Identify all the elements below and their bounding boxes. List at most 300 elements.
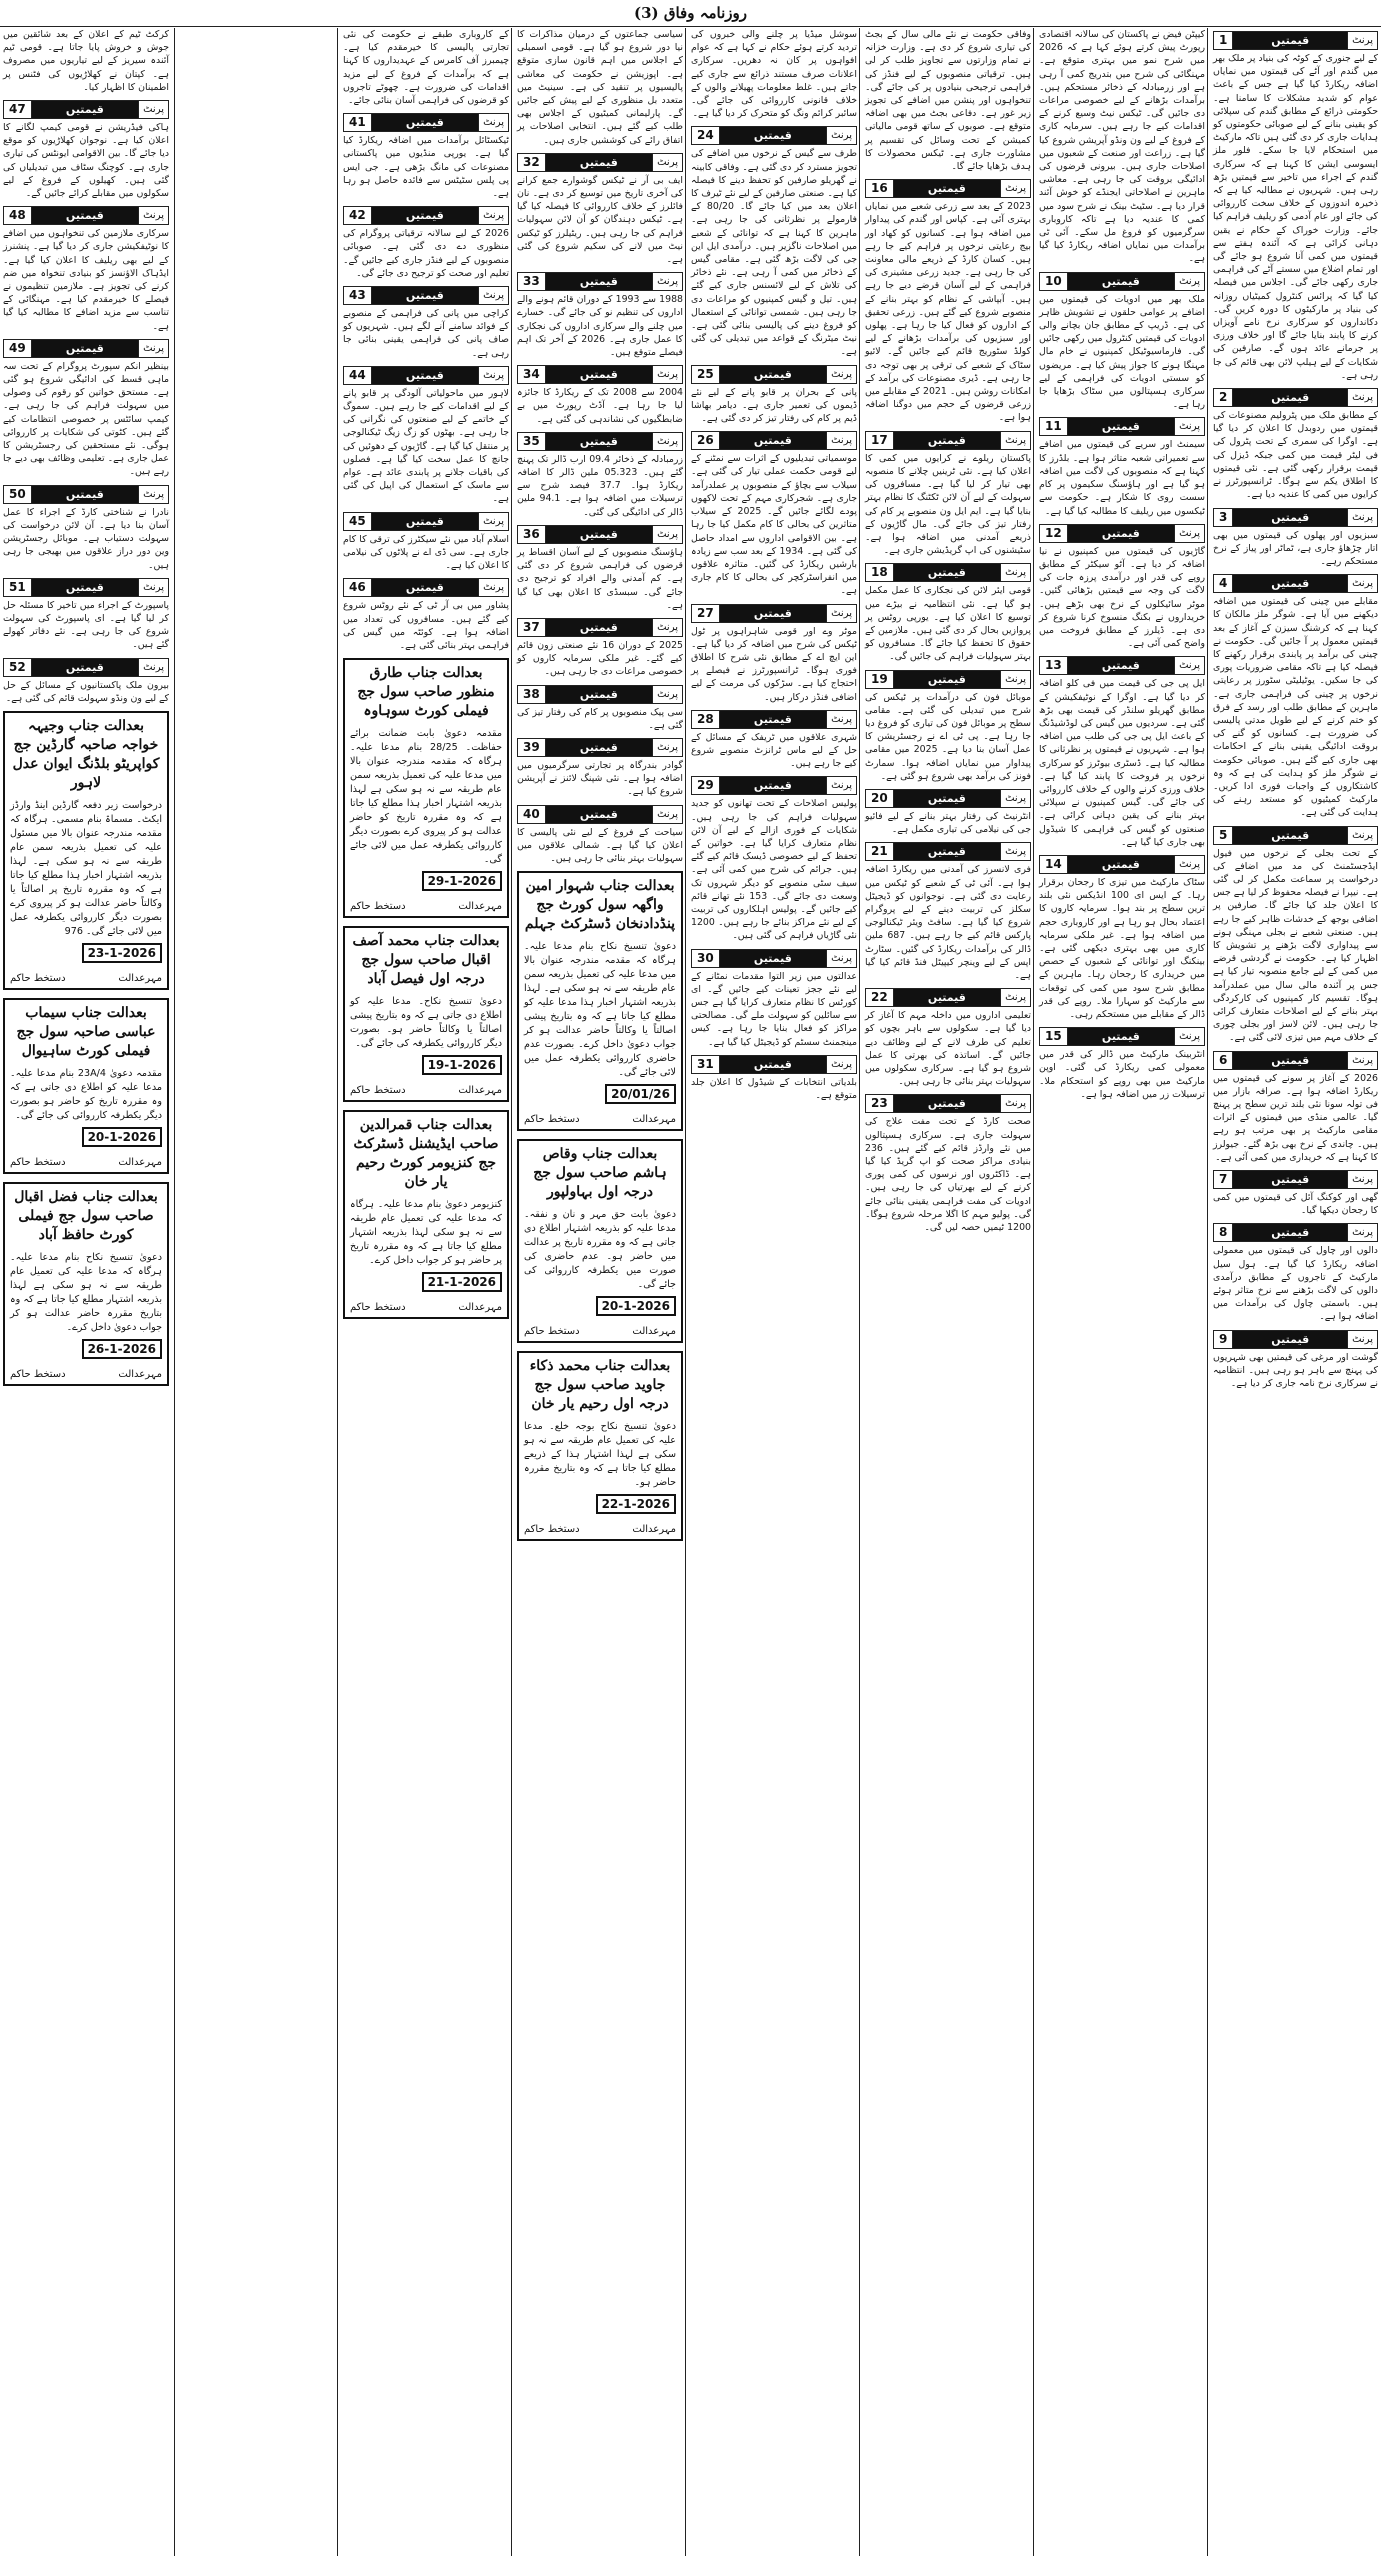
news-item-header [1039, 1027, 1205, 1046]
news-item-body: طرف سے گیس کے نرخوں میں اضافے کی تجویز مسترد کر دی گئی ہے۔ وفاقی کابینہ نے گھریلو صارفین کو تحفظ دینے کا فیصلہ کیا ہے۔ صنعتی صارفین کے لیے نئے ٹیرف کا اعلان بعد میں کیا جائے گا۔ 80/20 کے فارمولے پر نظرثانی کی جا رہی ہے۔ ماہرین کا کہنا ہے کہ توانائی کے شعبے میں اصلاحات ناگزیر ہیں۔ درآمدی ایل این جی کی لاگت بڑھ گئی ہے۔ مقامی گیس کے ذخائر میں کمی آ رہی ہے۔ نئے ذخائر کی تلاش کے لیے لائسنس جاری کیے گئے ہیں۔ تیل و گیس کمپنیوں کو مراعات دی جا رہی ہیں۔ شمسی توانائی کے استعمال کو فروغ دینے کی پالیسی بنائی گئی ہے۔ نیٹ میٹرنگ کے قواعد میں تبدیلی کی گئی ہے۔ [691, 148, 857, 358]
news-item-tag: پرنٹ [826, 950, 856, 967]
news-column-6 [340, 28, 512, 2556]
news-column-7 [0, 28, 172, 2556]
news-item-body: کے تحت بجلی کے نرخوں میں فیول ایڈجسٹمنٹ کی مد میں اضافے کی درخواست پر سماعت مکمل کر لی گئی ہے۔ نیپرا نے فیصلہ محفوظ کر لیا ہے جس کا اعلان جلد کیا جائے گا۔ صارفین پر اضافی بوجھ کے خدشات ظاہر کیے جا رہے ہیں۔ صنعتی شعبے نے بجلی مہنگی ہونے سے پیداواری لاگت بڑھنے پر تشویش کا اظہار کیا ہے۔ حکومت نے گردشی قرضے میں کمی کے لیے جامع منصوبہ تیار کیا ہے جس پر آئندہ مالی سال میں عملدرآمد ہوگا۔ تقسیم کار کمپنیوں کی کارکردگی بہتر بنانے کے لیے اصلاحات متعارف کرائی جا رہی ہیں۔ لائن لاسز اور بجلی چوری کے خلاف مہم میں تیزی لائی گئی ہے۔ [1213, 847, 1378, 1044]
court-notice [343, 1110, 509, 1319]
court-seal-label: مہرعدالت [458, 1302, 502, 1314]
news-item-label: قیمتیں [1233, 1171, 1347, 1188]
court-notice-heading: بعدالت جناب سیماب عباسی صاحبہ سول جج فیملی کورٹ ساہیوال [16, 1004, 156, 1059]
news-item-tag: پرنٹ [1174, 856, 1204, 873]
news-item [1213, 31, 1378, 382]
news-item-body: سوشل میڈیا پر چلنے والی خبروں کی تردید کرتے ہوئے حکام نے کہا ہے کہ عوام افواہوں پر کان نہ دھریں۔ سرکاری اعلانات صرف مستند ذرائع سے جاری کیے جاتے ہیں۔ غلط معلومات پھیلانے والوں کے خلاف قانونی کارروائی کی جائے گی۔ سائبر کرائم ونگ کو متحرک کر دیا گیا ہے۔ [691, 29, 857, 120]
masthead-rule [0, 26, 1381, 27]
news-item-header [865, 670, 1031, 689]
news-item-body: قومی ایئر لائن کی نجکاری کا عمل مکمل ہو گیا ہے۔ نئی انتظامیہ نے بیڑے میں توسیع کا اعلان کیا ہے۔ یورپی روٹس پر پروازیں بحال کر دی گئی ہیں۔ ملازمین کے حقوق کا تحفظ کیا جائے گا۔ مسافروں کو بہتر سہولیات فراہم کی جائیں گی۔ [865, 585, 1031, 663]
news-item-tag: پرنٹ [652, 526, 682, 543]
column-rule [1207, 28, 1208, 2556]
news-item-tag: پرنٹ [826, 432, 856, 449]
news-item-body: کیپٹن فیض نے پاکستان کی سالانہ اقتصادی رپورٹ پیش کرتے ہوئے کہا ہے کہ 2026 میں شرح نمو میں بہتری متوقع ہے۔ مہنگائی کی شرح میں بتدریج کمی آ رہی ہے اور زرمبادلہ کے ذخائر مستحکم ہیں۔ برآمدات بڑھانے کے لیے خصوصی مراعات دی جائیں گی۔ ٹیکس نیٹ وسیع کرنے کے اقدامات کیے جا رہے ہیں۔ سرمایہ کاری کے فروغ کے لیے ون ونڈو آپریشن شروع کیا گیا ہے۔ زراعت اور صنعت کے شعبوں میں اصلاحات جاری ہیں۔ بیرونی قرضوں کی ادائیگی بروقت کی جا رہی ہے۔ معاشی ماہرین نے اصلاحاتی ایجنڈے کو خوش آئند قرار دیا ہے۔ سٹیٹ بینک نے شرح سود میں کمی کا عندیہ دیا ہے تاکہ کاروباری سرگرمیوں کو فروغ مل سکے۔ آئی ٹی برآمدات میں نمایاں اضافہ ریکارڈ کیا گیا ہے۔ [1039, 29, 1205, 265]
news-item [691, 710, 857, 771]
news-item-number: 51 [4, 579, 32, 596]
news-item-tag: پرنٹ [478, 367, 508, 384]
news-item-tag: پرنٹ [138, 486, 168, 503]
news-item-number: 45 [344, 513, 372, 530]
news-item [1213, 1051, 1378, 1164]
news-item-header [517, 365, 683, 384]
news-item [343, 113, 509, 200]
news-item-label: قیمتیں [720, 711, 826, 728]
news-item-header [3, 339, 169, 358]
news-item-header [343, 286, 509, 305]
news-item-number: 1 [1214, 32, 1233, 49]
news-item-number: 24 [692, 127, 720, 144]
news-item-number: 12 [1040, 525, 1068, 542]
news-item [517, 685, 683, 732]
news-item-tag: پرنٹ [478, 513, 508, 530]
news-item-label: قیمتیں [720, 432, 826, 449]
news-item-number: 14 [1040, 856, 1068, 873]
news-item-label: قیمتیں [1068, 273, 1174, 290]
news-item [1213, 388, 1378, 501]
news-item-body: گاڑیوں کی قیمتوں میں کمپنیوں نے نیا اضافہ کر دیا ہے۔ آٹو سیکٹر کے مطابق روپے کی قدر اور درآمدی پرزہ جات کی لاگت کی وجہ سے قیمتیں بڑھائی گئیں۔ موٹر سائیکلوں کے نرخ بھی بڑھے ہیں۔ خریداروں نے بکنگ منسوخ کرنا شروع کر دی ہے۔ ڈیلرز کے مطابق فروخت میں واضح کمی آئی ہے۔ [1039, 545, 1205, 650]
news-item [517, 153, 683, 266]
column-rule [1033, 28, 1034, 2556]
court-notice [517, 1139, 683, 1343]
news-item-body: 2004 سے 2008 تک کے ریکارڈ کا جائزہ لیا جا رہا ہے۔ آڈٹ رپورٹ میں بے ضابطگیوں کی نشاندہی کی گئی ہے۔ [517, 387, 683, 425]
news-item-tag: پرنٹ [826, 711, 856, 728]
news-item-label: قیمتیں [894, 843, 1000, 860]
news-item-number: 8 [1214, 1224, 1233, 1241]
news-item-number: 2 [1214, 389, 1233, 406]
court-notice-text: درخواست زیر دفعہ گارڈین اینڈ وارڈز ایکٹ۔ مسماۃ بنام مسمی۔ ہرگاہ کہ مقدمہ مندرجہ عنوان بالا میں مسئول علیہ کی تعمیل بذریعہ سمن عام طریقہ سے نہ ہو سکی ہے۔ لہذا بذریعہ اشتہار اخبار ہذا مطلع کیا جاتا ہے کہ وہ مقررہ تاریخ پر اصالتاً یا وکالتاً حاضر عدالت ہو کر پیروی کرے بصورت دیگر کارروائی یکطرفہ عمل میں لائی جائے گی۔ 976 [10, 799, 162, 937]
news-item-body: بلدیاتی انتخابات کے شیڈول کا اعلان جلد متوقع ہے۔ [691, 1076, 857, 1101]
news-item-header [865, 563, 1031, 582]
news-item-number: 39 [518, 739, 546, 756]
news-item-header [865, 789, 1031, 808]
news-item [517, 738, 683, 799]
news-item-number: 7 [1214, 1171, 1233, 1188]
court-notice-heading: بعدالت جناب شہوار امین واگھہ سول کورٹ جج پنڈدادنخان ڈسٹرکٹ جہلم [524, 878, 676, 933]
news-item-tag: پرنٹ [652, 154, 682, 171]
court-notice-text: مقدمہ دعویٰ بابت ضمانت برائے حفاظت۔ 28/25 بنام مدعا علیہ۔ ہرگاہ کہ مقدمہ مندرجہ عنوان بالا میں مدعا علیہ کی تعمیل بذریعہ سمن عام طریقہ سے نہ ہو سکی ہے لہذا بذریعہ اشتہار اخبار ہذا مطلع کیا جاتا ہے کہ وہ مقررہ تاریخ کو حاضر عدالت ہو کر پیروی کرے بصورت دیگر کارروائی یکطرفہ عمل میں لائی جائے گی۔ [350, 728, 503, 866]
court-seal-label: مہرعدالت [118, 1156, 162, 1168]
court-notice-date: 19-1-2026 [422, 1055, 502, 1075]
news-item [343, 578, 509, 652]
news-item-body: گوشت اور مرغی کی قیمتیں بھی شہریوں کی پہنچ سے باہر ہو رہی ہیں۔ انتظامیہ نے سرکاری نرخ نامہ جاری کر دیا ہے۔ [1213, 1351, 1378, 1390]
court-seal-label: مہرعدالت [458, 901, 502, 913]
news-item-label: قیمتیں [546, 686, 652, 703]
news-item-tag: پرنٹ [1174, 657, 1204, 674]
court-notice-signature [350, 1085, 502, 1096]
news-item-number: 33 [518, 273, 546, 290]
news-item-header [1213, 388, 1378, 407]
news-item-tag: پرنٹ [1347, 575, 1377, 592]
court-notice-date: 22-1-2026 [596, 1494, 676, 1514]
news-item-header [3, 206, 169, 225]
news-item-label: قیمتیں [894, 180, 1000, 197]
news-item-header [691, 776, 857, 795]
news-item-tag: پرنٹ [478, 579, 508, 596]
news-item [3, 485, 169, 572]
news-item-number: 20 [866, 790, 894, 807]
news-item-body: نادرا نے شناختی کارڈ کے اجراء کا عمل آسان بنا دیا ہے۔ آن لائن درخواست کی سہولت دستیاب ہے۔ موبائل رجسٹریشن وین دور دراز علاقوں میں بھیجی جا رہی ہیں۔ [3, 506, 169, 571]
news-item-number: 49 [4, 340, 32, 357]
news-item-body: 2025 کے دوران 16 نئے صنعتی زون قائم کیے گئے۔ غیر ملکی سرمایہ کاروں کو خصوصی مراعات دی جا رہی ہیں۔ [517, 639, 683, 678]
news-item-body: سٹاک مارکیٹ میں تیزی کا رجحان برقرار رہا۔ کے ایس ای 100 انڈیکس نئی بلند ترین سطح پر بند ہوا۔ سرمایہ کاروں کا اعتماد بحال ہو رہا ہے اور کاروباری حجم میں اضافہ ہوا ہے۔ غیر ملکی سرمایہ کاری میں بھی بہتری دیکھی گئی ہے۔ بینکنگ اور توانائی کے شعبوں کے حصص میں خریداری کا رجحان رہا۔ ماہرین کے مطابق شرح سود میں کمی کی توقعات سے مارکیٹ کو سہارا ملا۔ روپے کی قدر ڈالر کے مقابلے میں مستحکم رہی۔ [1039, 876, 1205, 1020]
news-item-tag: پرنٹ [1000, 671, 1030, 688]
news-item [1213, 826, 1378, 1045]
news-item-label: قیمتیں [720, 605, 826, 622]
news-item-header [1213, 1051, 1378, 1070]
news-item [1213, 1223, 1378, 1323]
news-item-label: قیمتیں [372, 114, 478, 131]
court-signed-label: دستخط حاکم [524, 1114, 580, 1126]
news-item [1213, 1330, 1378, 1391]
news-item-body: فری لانسرز کی آمدنی میں ریکارڈ اضافہ ہوا ہے۔ آئی ٹی کے شعبے کو ٹیکس میں رعایت دی گئی ہے۔ نوجوانوں کو ڈیجیٹل سکلز کی تربیت دینے کے لیے پروگرام شروع کیا گیا ہے۔ سافٹ ویئر ٹیکنالوجی پارکس قائم کیے جا رہے ہیں۔ 687 ملین ڈالر کی برآمدات ریکارڈ کی گئیں۔ سٹارٹ اپس کے لیے وینچر کیپیٹل فنڈ قائم کیا گیا ہے۔ [865, 864, 1031, 981]
court-notice-signature [524, 1524, 676, 1535]
news-item-header [691, 604, 857, 623]
court-signed-label: دستخط حاکم [350, 1302, 406, 1314]
news-item-tag: پرنٹ [1000, 989, 1030, 1006]
news-item-tag: پرنٹ [1347, 1052, 1377, 1069]
news-item [1039, 417, 1205, 517]
news-item-header [865, 842, 1031, 861]
court-signed-label: دستخط حاکم [524, 1326, 580, 1338]
news-item-tag: پرنٹ [138, 207, 168, 224]
news-item [1039, 656, 1205, 849]
news-item-tag: پرنٹ [138, 579, 168, 596]
news-item-tag: پرنٹ [1000, 843, 1030, 860]
news-item-body: 2026 کے لیے سالانہ ترقیاتی پروگرام کی منظوری دے دی گئی ہے۔ صوبائی منصوبوں کے لیے فنڈز جاری کیے جائیں گے۔ تعلیم اور صحت کو ترجیح دی جائے گی۔ [343, 228, 509, 279]
news-item-number: 35 [518, 433, 546, 450]
news-item-number: 41 [344, 114, 372, 131]
news-item [691, 776, 857, 942]
news-item-body: موبائل فون کی درآمدات پر ٹیکس کی شرح میں تبدیلی کی گئی ہے۔ مقامی سطح پر موبائل فون کی تیاری کو فروغ دیا جا رہا ہے۔ پی ٹی اے نے رجسٹریشن کا عمل آسان بنا دیا ہے۔ 2025 میں مقامی پیداوار میں نمایاں اضافہ ہوا۔ سمارٹ فونز کی برآمد بھی شروع ہو گئی ہے۔ [865, 691, 1031, 782]
news-item-number: 5 [1214, 827, 1233, 844]
news-item-tag: پرنٹ [1174, 1028, 1204, 1045]
news-item-number: 31 [692, 1056, 720, 1073]
court-notice [517, 871, 683, 1131]
court-signed-label: دستخط حاکم [10, 1368, 66, 1380]
news-item-body: سی پیک منصوبوں پر کام کی رفتار تیز کی گئی ہے۔ [517, 706, 683, 731]
news-item [691, 949, 857, 1049]
news-item-header [1039, 855, 1205, 874]
news-item-tag: پرنٹ [1347, 827, 1377, 844]
news-item-label: قیمتیں [894, 989, 1000, 1006]
news-item-body: کے لیے جنوری کے کوٹہ کی بنیاد پر ملک بھر میں گندم اور آٹے کی قیمتوں میں نمایاں اضافہ ریکارڈ کیا گیا ہے جس کے باعث عوام کو شدید مشکلات کا سامنا ہے۔ حکومتی ذرائع کے مطابق گندم کی سپلائی کو یقینی بنانے کے لیے صوبائی حکومتوں کو ہدایات جاری کر دی گئی ہیں تاکہ مارکیٹ میں استحکام لایا جا سکے۔ فلور ملز ایسوسی ایشن کا کہنا ہے کہ سرکاری گندم کے اجراء میں تاخیر سے قیمتیں بڑھ رہی ہیں۔ شہریوں نے مطالبہ کیا ہے کہ ذخیرہ اندوزوں کے خلاف سخت کارروائی کی جائے اور عام آدمی کو ریلیف فراہم کیا جائے۔ وزارت خوراک کے حکام نے یقین دہانی کرائی ہے کہ آئندہ ہفتے سے قیمتوں میں کمی آنا شروع ہو جائے گی اور تمام اضلاع میں سستے آٹے کی فراہمی جاری رکھی جائے گی۔ اجلاس میں فیصلہ کیا گیا کہ پرائس کنٹرول کمیٹیاں روزانہ کی بنیاد پر مارکیٹوں کا دورہ کریں گی۔ دکانداروں کو سرکاری نرخ نامے آویزاں کرنے کا پابند بنایا جائے گا اور خلاف ورزی پر جرمانے عائد ہوں گے۔ صارفین کی شکایات کے لیے ہیلپ لائن بھی قائم کی جا رہی ہے۔ [1213, 53, 1378, 381]
news-item-label: قیمتیں [1233, 827, 1347, 844]
news-item [3, 206, 169, 333]
court-notice-date: 29-1-2026 [422, 871, 502, 891]
news-item-tag: پرنٹ [652, 273, 682, 290]
news-item-body: اسلام آباد میں نئے سیکٹرز کی ترقی کا کام جاری ہے۔ سی ڈی اے نے پلاٹوں کی نیلامی کا اعلان کیا ہے۔ [343, 533, 509, 572]
court-notice-text: کنزیومر دعویٰ بنام مدعا علیہ۔ ہرگاہ کہ مدعا علیہ کی تعمیل عام طریقہ سے نہ ہو سکی لہذا بذریعہ اشتہار مطلع کیا جاتا ہے کہ وہ مقررہ تاریخ پر حاضر ہو کر جواب داخل کرے۔ [350, 1199, 502, 1267]
news-column-5 [514, 28, 686, 2556]
court-notice-heading: بعدالت جناب فضل اقبال صاحب سول جج فیملی کورٹ حافظ آباد [14, 1188, 158, 1243]
court-signed-label: دستخط حاکم [350, 901, 406, 913]
news-item-number: 16 [866, 180, 894, 197]
news-item-header [1213, 574, 1378, 593]
news-item-number: 22 [866, 989, 894, 1006]
news-item-body: سیاسی جماعتوں کے درمیان مذاکرات کا نیا دور شروع ہو گیا ہے۔ قومی اسمبلی کے اجلاس میں اہم قانون سازی متوقع ہے۔ اپوزیشن نے حکومت کی معاشی پالیسیوں پر تنقید کی ہے۔ سینیٹ میں متعدد بل منظوری کے لیے پیش کیے جائیں گے۔ پارلیمانی کمیٹیوں کے اجلاس بھی طلب کیے گئے ہیں۔ انتخابی اصلاحات پر اتفاق رائے کی کوششیں جاری ہیں۔ [517, 29, 683, 146]
news-item-tag: پرنٹ [138, 659, 168, 676]
news-item-tag: پرنٹ [1174, 418, 1204, 435]
news-item-tag: پرنٹ [1000, 1095, 1030, 1112]
news-item [1039, 855, 1205, 1021]
news-item-body: ہاکی فیڈریشن نے قومی کیمپ لگانے کا اعلان کیا ہے۔ نوجوان کھلاڑیوں کو موقع دیا جائے گا۔ بین الاقوامی ایونٹس کی تیاری جاری ہے۔ کوچنگ سٹاف میں تبدیلیاں کی گئی ہیں۔ کھیلوں کے فروغ کے لیے سکولوں میں مقابلے کرائے جائیں گے۔ [3, 122, 169, 200]
news-item-label: قیمتیں [546, 366, 652, 383]
news-item-tag: پرنٹ [1174, 525, 1204, 542]
court-notice-signature [10, 973, 162, 984]
court-notice [517, 1351, 683, 1541]
news-item-header [517, 153, 683, 172]
news-item-header [1039, 417, 1205, 436]
news-item-tag: پرنٹ [1174, 273, 1204, 290]
news-item-label: قیمتیں [720, 777, 826, 794]
news-item [691, 604, 857, 704]
news-item-label: قیمتیں [372, 367, 478, 384]
news-item-tag: پرنٹ [826, 366, 856, 383]
news-item-body: کراچی میں پانی کی فراہمی کے منصوبے کے فوائد سامنے آنے لگے ہیں۔ شہریوں کو صاف پانی کی فراہمی یقینی بنائی جا رہی ہے۔ [343, 308, 509, 359]
news-item-label: قیمتیں [1233, 575, 1347, 592]
news-item-tag: پرنٹ [1347, 1171, 1377, 1188]
news-item-number: 48 [4, 207, 32, 224]
court-notice-signature [524, 1326, 676, 1337]
news-item [3, 28, 169, 94]
news-item-number: 50 [4, 486, 32, 503]
news-item-tag: پرنٹ [138, 340, 168, 357]
news-item-label: قیمتیں [32, 659, 138, 676]
news-item-body: ٹیکسٹائل برآمدات میں اضافہ ریکارڈ کیا گیا ہے۔ یورپی منڈیوں میں پاکستانی مصنوعات کی مانگ بڑھی ہے۔ جی ایس پی پلس سٹیٹس سے فائدہ حاصل ہو رہا ہے۔ [343, 135, 509, 200]
news-item-tag: پرنٹ [826, 1056, 856, 1073]
news-item-label: قیمتیں [894, 1095, 1000, 1112]
news-item-body: ایف بی آر نے ٹیکس گوشوارے جمع کرانے کی آخری تاریخ میں توسیع کر دی ہے۔ نان فائلرز کے خلاف کارروائی کا فیصلہ کیا گیا ہے۔ ٹیکس دہندگان کو آن لائن سہولیات فراہم کی جا رہی ہیں۔ ریٹیلرز کو ٹیکس نیٹ میں لانے کی سکیم شروع کی گئی ہے۔ [517, 174, 683, 266]
news-item-body: موسمیاتی تبدیلیوں کے اثرات سے نمٹنے کے لیے قومی حکمت عملی تیار کی گئی ہے۔ سیلاب سے بچاؤ کے منصوبوں پر عملدرآمد جاری ہے۔ شجرکاری مہم کے تحت لاکھوں پودے لگائے جائیں گے۔ 2025 کے سیلاب متاثرین کی بحالی کا کام مکمل کیا جا رہا ہے۔ بین الاقوامی اداروں سے امداد حاصل کی گئی ہے۔ 1934 کے بعد سب سے زیادہ بارشیں ریکارڈ کی گئیں۔ متاثرہ علاقوں میں انفراسٹرکچر کی بحالی کا کام جاری ہے۔ [691, 453, 857, 597]
news-item-label: قیمتیں [1233, 32, 1347, 49]
news-item-label: قیمتیں [546, 273, 652, 290]
news-item-label: قیمتیں [1233, 1224, 1347, 1241]
news-item-body: پشاور میں بی آر ٹی کے نئے روٹس شروع کیے گئے ہیں۔ مسافروں کی تعداد میں اضافہ ہوا ہے۔ کوئٹہ میں گیس کی فراہمی بہتر بنائی گئی ہے۔ [343, 600, 509, 651]
news-item-body: سیاحت کے فروغ کے لیے نئی پالیسی کا اعلان کیا گیا ہے۔ شمالی علاقوں میں سہولیات بہتر بنائی جا رہی ہیں۔ [517, 826, 683, 864]
news-item [865, 179, 1031, 424]
news-item-tag: پرنٹ [652, 619, 682, 636]
news-item-number: 17 [866, 432, 894, 449]
news-item-header [691, 949, 857, 968]
news-item-number: 26 [692, 432, 720, 449]
news-item [3, 339, 169, 479]
news-column-1 [1210, 28, 1381, 2556]
news-item-header [1039, 524, 1205, 543]
news-item-number: 29 [692, 777, 720, 794]
court-notice [343, 658, 509, 918]
news-item-body: 1988 سے 1993 کے دوران قائم ہونے والے اداروں کی تنظیم نو کی جائے گی۔ خسارے میں چلنے والے سرکاری اداروں کی نجکاری کا عمل جاری ہے۔ 2026 کے آخر تک اہم فیصلے متوقع ہیں۔ [517, 294, 684, 359]
news-item [1213, 574, 1378, 819]
news-item-header [343, 206, 509, 225]
news-item-body: کرکٹ ٹیم کے اعلان کے بعد شائقین میں جوش و خروش پایا جاتا ہے۔ قومی ٹیم آئندہ سیریز کے لیے تیاریوں میں مصروف ہے۔ کپتان نے کھلاڑیوں کی فٹنس پر اطمینان کا اظہار کیا۔ [3, 29, 169, 93]
news-item-number: 23 [866, 1095, 894, 1112]
news-item [343, 206, 509, 280]
news-item-label: قیمتیں [32, 207, 138, 224]
court-notice-text: دعویٰ تنسیخ نکاح بنام مدعا علیہ۔ ہرگاہ کہ مدعا علیہ کی تعمیل عام طریقہ سے نہ ہو سکی ہے لہذا بذریعہ اشتہار مطلع کیا جاتا ہے کہ وہ بتاریخ مقررہ حاضر عدالت ہو کر جواب دعویٰ داخل کرے۔ [10, 1251, 162, 1333]
news-item-number: 38 [518, 686, 546, 703]
news-item-header [343, 512, 509, 531]
news-item [691, 365, 857, 426]
court-notice-date: 26-1-2026 [82, 1339, 162, 1359]
news-item-header [691, 431, 857, 450]
court-signed-label: دستخط حاکم [350, 1085, 406, 1097]
news-item-tag: پرنٹ [1347, 389, 1377, 406]
news-item-tag: پرنٹ [1000, 180, 1030, 197]
news-item-number: 18 [866, 564, 894, 581]
news-item-number: 3 [1214, 509, 1233, 526]
news-item-header [1039, 656, 1205, 675]
column-rule [174, 28, 175, 2556]
page-title: روزنامہ وفاق (3) [633, 4, 747, 22]
news-item [3, 100, 169, 200]
court-notice [3, 998, 169, 1174]
court-notice-date: 20/01/26 [605, 1084, 676, 1104]
news-item-body: کے مطابق ملک میں پٹرولیم مصنوعات کی قیمتوں میں ردوبدل کا اعلان کر دیا گیا ہے۔ اوگرا کی سمری کے تحت پٹرول کی فی لیٹر قیمت میں کمی جبکہ ڈیزل کی قیمت برقرار رکھی گئی ہے۔ نئی قیمتوں کا اطلاق یکم سے ہوگا۔ ٹرانسپورٹرز نے کرایوں میں کمی کا عندیہ دیا ہے۔ [1213, 410, 1378, 501]
news-item-body: پانی کے بحران پر قابو پانے کے لیے نئے ڈیموں کی تعمیر جاری ہے۔ دیامر بھاشا ڈیم پر کام کی رفتار تیز کر دی گئی ہے۔ [691, 386, 857, 425]
news-item-header [865, 1094, 1031, 1113]
news-item [691, 431, 857, 597]
news-item [1039, 1027, 1205, 1101]
court-signed-label: دستخط حاکم [10, 972, 66, 984]
news-item-body: عدالتوں میں زیر التوا مقدمات نمٹانے کے لیے نئے ججز تعینات کیے جائیں گے۔ ای کورٹس کا نظام متعارف کرایا گیا ہے جس سے سائلین کو سہولت ملے گی۔ مصالحتی مراکز کو فعال بنایا جا رہا ہے۔ کیس مینجمنٹ سسٹم کو ڈیجیٹل کیا گیا ہے۔ [691, 970, 857, 1048]
news-item-tag: پرنٹ [1000, 432, 1030, 449]
news-item-tag: پرنٹ [478, 207, 508, 224]
column-rule [859, 28, 860, 2556]
news-item-body: بینظیر انکم سپورٹ پروگرام کے تحت سہ ماہی قسط کی ادائیگی شروع ہو گئی ہے۔ مستحق خواتین کو رقوم کی وصولی میں سہولت فراہم کی جا رہی ہے۔ کیمپ سائٹس پر خصوصی انتظامات کیے گئے ہیں۔ کٹوتی کی شکایات پر کارروائی ہوگی۔ نئے مستحقین کی رجسٹریشن کا عمل جاری ہے۔ تعلیمی وظائف بھی دیے جا رہے ہیں۔ [3, 360, 169, 478]
news-item-header [3, 100, 169, 119]
news-item-body: وفاقی حکومت نے نئے مالی سال کے بجٹ کی تیاری شروع کر دی ہے۔ وزارت خزانہ نے تمام وزارتوں سے تجاویز طلب کر لی ہیں۔ ترقیاتی منصوبوں کے لیے فنڈز کی فراہمی ترجیحی بنیادوں پر کی جائے گی۔ تنخواہوں اور پنشن میں اضافے کی تجویز زیر غور ہے۔ دفاعی بجٹ میں بھی اضافہ متوقع ہے۔ صوبوں کے ساتھ قومی مالیاتی کمیشن کے تحت وسائل کی تقسیم پر مشاورت جاری ہے۔ ٹیکس محصولات کا ہدف بڑھایا جائے گا۔ [865, 29, 1031, 173]
news-item-tag: پرنٹ [826, 777, 856, 794]
news-item-body: شہری علاقوں میں ٹریفک کے مسائل کے حل کے لیے ماس ٹرانزٹ منصوبے شروع کیے جا رہے ہیں۔ [691, 731, 857, 770]
news-item-body: سبزیوں اور پھلوں کی قیمتوں میں بھی اتار چڑھاؤ جاری ہے، ٹماٹر اور پیاز کے نرخ مستحکم رہے۔ [1213, 529, 1378, 567]
news-item-number: 19 [866, 671, 894, 688]
news-item-tag: پرنٹ [478, 114, 508, 131]
news-item-tag: پرنٹ [652, 806, 682, 823]
news-item [865, 789, 1031, 836]
news-item-label: قیمتیں [32, 340, 138, 357]
news-item-label: قیمتیں [546, 619, 652, 636]
news-item-body: 2026 کے آغاز پر سونے کی قیمتوں میں ریکارڈ اضافہ ہوا ہے۔ صرافہ بازار میں فی تولہ سونا نئی بلند ترین سطح پر پہنچ گیا۔ عالمی منڈی میں قیمتوں کے اثرات مقامی مارکیٹ پر بھی مرتب ہو رہے ہیں۔ چاندی کے نرخ بھی بڑھ گئے۔ جیولرز کا کہنا ہے کہ خریداری میں کمی آئی ہے۔ [1213, 1072, 1378, 1163]
news-item-body: ملک بھر میں ادویات کی قیمتوں میں اضافے پر عوامی حلقوں نے تشویش ظاہر کی ہے۔ ڈریپ کے مطابق جان بچانے والی ادویات کی قیمتیں کنٹرول میں رکھی جائیں گی۔ فارماسیوٹیکل کمپنیوں نے خام مال مہنگا ہونے کا جواز پیش کیا ہے۔ مریضوں کو سستی ادویات کی فراہمی کے لیے سرکاری ہسپتالوں میں سٹاک بڑھایا جا رہا ہے۔ [1039, 293, 1205, 411]
news-item [517, 432, 683, 519]
news-item [343, 28, 509, 107]
news-item-body: کے کاروباری طبقے نے حکومت کی نئی تجارتی پالیسی کا خیرمقدم کیا ہے۔ چیمبرز آف کامرس کے عہدیداروں کا کہنا ہے کہ برآمدات کے فروغ کے لیے مزید اقدامات کی ضرورت ہے۔ چھوٹے تاجروں کو قرضوں کی فراہمی آسان بنائی جائے۔ [343, 29, 509, 107]
news-item-header [1213, 1170, 1378, 1189]
news-item-header [1213, 1330, 1378, 1349]
news-item-header [517, 525, 683, 544]
court-notice-text: دعویٰ تنسیخ نکاح بوجہ خلع۔ مدعا علیہ کی تعمیل عام طریقہ سے نہ ہو سکی ہے لہذا اشتہار ہذا کے ذریعے مطلع کیا جاتا ہے کہ وہ بتاریخ مقررہ حاضر ہو۔ [524, 1421, 676, 1489]
news-item-body: ایل پی جی کی قیمت میں فی کلو اضافہ کر دیا گیا ہے۔ اوگرا کے نوٹیفکیشن کے مطابق گھریلو سلنڈر کی قیمت بھی بڑھ گئی ہے۔ سردیوں میں گیس کی لوڈشیڈنگ کے باعث ایل پی جی کی طلب میں اضافہ ہوا ہے۔ شہریوں نے قیمتوں پر نظرثانی کا مطالبہ کیا ہے۔ ڈسٹری بیوٹرز کو سرکاری نرخوں پر فروخت کا پابند کیا گیا ہے۔ خلاف ورزی کرنے والوں کے خلاف کارروائی کی جائے گی۔ گیس کمپنیوں نے سپلائی بہتر بنانے کی یقین دہانی کرائی ہے۔ صنعتوں کو گیس کی فراہمی کا شیڈول بھی جاری کیا گیا ہے۔ [1039, 678, 1205, 848]
news-item-number: 52 [4, 659, 32, 676]
news-item-number: 13 [1040, 657, 1068, 674]
news-item-label: قیمتیں [894, 432, 1000, 449]
court-notice-date: 20-1-2026 [82, 1127, 162, 1147]
news-item-label: قیمتیں [1068, 657, 1174, 674]
court-notice-text: دعویٰ تنسیخ نکاح۔ مدعا علیہ کو اطلاع دی جاتی ہے کہ وہ بتاریخ پیشی اصالتاً یا وکالتاً حاضر ہو۔ بصورت دیگر کارروائی یکطرفہ کی جائے گی۔ [350, 996, 502, 1050]
news-item-label: قیمتیں [894, 564, 1000, 581]
court-notice-heading: بعدالت جناب قمرالدین صاحب ایڈیشنل ڈسٹرکٹ جج کنزیومر کورٹ رحیم یار خان [353, 1117, 499, 1191]
news-item-label: قیمتیں [720, 950, 826, 967]
news-item-header [691, 1055, 857, 1074]
news-item-body: گوادر بندرگاہ پر تجارتی سرگرمیوں میں اضافہ ہوا ہے۔ نئی شپنگ لائنز نے آپریشن شروع کیا ہے۔ [517, 759, 683, 798]
news-item-body: زرمبادلہ کے ذخائر 09.4 ارب ڈالر تک پہنچ گئے ہیں۔ 05.323 ملین ڈالر کا اضافہ ریکارڈ ہوا۔ 37.7 فیصد شرح سے ترسیلات میں اضافہ ہوا ہے۔ 94.1 ملین ڈالر کی ادائیگی کی گئی۔ [517, 453, 683, 518]
news-item-label: قیمتیں [1233, 1052, 1347, 1069]
news-item-header [691, 710, 857, 729]
news-item-body: موٹر وے اور قومی شاہراہوں پر ٹول ٹیکس کی شرح میں اضافہ کر دیا گیا ہے۔ این ایچ اے کے مطابق نئی شرح کا اطلاق فوری ہوگا۔ ٹرانسپورٹرز نے فیصلے پر احتجاج کیا ہے۔ سڑکوں کی مرمت کے لیے اضافی فنڈز درکار ہیں۔ [691, 625, 857, 703]
court-seal-label: مہرعدالت [632, 1114, 676, 1126]
news-item-body: پاسپورٹ کے اجراء میں تاخیر کا مسئلہ حل کر لیا گیا ہے۔ ای پاسپورٹ کی سہولت شروع کی جا رہی ہے۔ نئے دفاتر کھولے گئے ہیں۔ [3, 599, 169, 651]
news-item [343, 366, 509, 506]
news-item [517, 805, 683, 866]
news-item-body: تعلیمی اداروں میں داخلہ مہم کا آغاز کر دیا گیا ہے۔ سکولوں سے باہر بچوں کو تعلیم کی طرف لانے کے لیے وظائف دیے جائیں گے۔ اساتذہ کی بھرتی کا عمل شروع ہو گیا ہے۔ سرکاری سکولوں میں سہولیات بہتر بنائی جا رہی ہیں۔ [865, 1010, 1031, 1088]
news-item [865, 670, 1031, 783]
news-item-number: 30 [692, 950, 720, 967]
column-rule [337, 28, 338, 2556]
news-item-tag: پرنٹ [138, 101, 168, 118]
news-item-header [3, 658, 169, 677]
news-item-header [3, 485, 169, 504]
news-item-body: صحت کارڈ کے تحت مفت علاج کی سہولت جاری ہے۔ سرکاری ہسپتالوں میں نئے وارڈز قائم کیے گئے ہیں۔ 236 بنیادی مراکز صحت کو اپ گریڈ کیا گیا ہے۔ ڈاکٹروں اور نرسوں کی کمی پوری کرنے کے لیے بھرتیاں کی جا رہی ہیں۔ ادویات کی مفت فراہمی یقینی بنائی جائے گی۔ پولیو مہم کا اگلا مرحلہ شروع ہوگا۔ 1200 ٹیمیں حصہ لیں گی۔ [865, 1116, 1031, 1234]
news-item-number: 36 [518, 526, 546, 543]
court-notice-text: دعویٰ بابت حق مہر و نان و نفقہ۔ مدعا علیہ کو بذریعہ اشتہار اطلاع دی جاتی ہے کہ وہ مقررہ تاریخ پر عدالت میں حاضر ہو۔ عدم حاضری کی صورت میں یکطرفہ کارروائی کی جائے گی۔ [524, 1209, 676, 1291]
news-item-body: گھی اور کوکنگ آئل کی قیمتوں میں کمی کا رجحان دیکھا گیا۔ [1213, 1192, 1378, 1217]
news-item [517, 525, 683, 612]
news-item [3, 578, 169, 652]
news-item-number: 6 [1214, 1052, 1233, 1069]
news-item-tag: پرنٹ [1347, 1331, 1377, 1348]
news-item-tag: پرنٹ [478, 287, 508, 304]
news-item-label: قیمتیں [546, 806, 652, 823]
news-item-number: 34 [518, 366, 546, 383]
news-item-tag: پرنٹ [826, 127, 856, 144]
news-item-tag: پرنٹ [1347, 32, 1377, 49]
news-item-tag: پرنٹ [1347, 509, 1377, 526]
news-item [1213, 508, 1378, 569]
news-item-tag: پرنٹ [652, 366, 682, 383]
news-item-number: 28 [692, 711, 720, 728]
court-notice-heading: بعدالت جناب محمد ذکاء جاوید صاحب سول جج درجہ اول رحیم یار خان [529, 1358, 671, 1413]
news-item-number: 11 [1040, 418, 1068, 435]
court-notice-signature [10, 1157, 162, 1168]
news-item-header [343, 366, 509, 385]
news-item-tag: پرنٹ [652, 433, 682, 450]
news-item-label: قیمتیں [372, 579, 478, 596]
news-item [3, 658, 169, 705]
news-item [865, 988, 1031, 1088]
news-item [517, 28, 683, 147]
news-item [691, 126, 857, 358]
news-item [865, 1094, 1031, 1234]
court-notice-heading: بعدالت جناب محمد آصف اقبال صاحب سول جج درجہ اول فیصل آباد [352, 933, 500, 988]
news-item [343, 286, 509, 360]
news-item-body: 2023 کے بعد سے زرعی شعبے میں نمایاں بہتری آئی ہے۔ کپاس اور گندم کی پیداوار میں اضافہ ہوا ہے۔ کسانوں کو کھاد اور بیج رعایتی نرخوں پر فراہم کیے جا رہے ہیں۔ کسان کارڈ کے ذریعے مالی معاونت کی جا رہی ہے۔ جدید زرعی مشینری کی فراہمی کے لیے آسان قرضے دیے جا رہے ہیں۔ آبپاشی کے نظام کو بہتر بنانے کے منصوبے شروع کیے گئے ہیں۔ زرعی تحقیق کے اداروں کو فعال کیا جا رہا ہے۔ پھلوں اور سبزیوں کی برآمدات بڑھانے کے لیے کولڈ سٹوریج قائم کیے جائیں گے۔ لائیو سٹاک کے شعبے کی ترقی پر بھی توجہ دی جا رہی ہے۔ ڈیری مصنوعات کی برآمد کے امکانات روشن ہیں۔ 2021 کے مقابلے میں زرعی قرضوں کے حجم میں دوگنا اضافہ ہوا ہے۔ [865, 201, 1031, 424]
news-item-number: 10 [1040, 273, 1068, 290]
news-item-number: 4 [1214, 575, 1233, 592]
court-notice [3, 711, 169, 990]
news-item-body: دالوں اور چاول کی قیمتوں میں معمولی اضافہ ریکارڈ کیا گیا ہے۔ ہول سیل مارکیٹ کے تاجروں کے مطابق درآمدی دالوں کی لاگت بڑھنے سے نرخ متاثر ہوئے ہیں۔ باسمتی چاول کی برآمدات میں اضافہ ہوا ہے۔ [1213, 1245, 1378, 1323]
news-item-number: 15 [1040, 1028, 1068, 1045]
news-item-header [865, 179, 1031, 198]
news-item-header [517, 805, 683, 824]
news-item-body: سیمنٹ اور سریے کی قیمتوں میں اضافے سے تعمیراتی شعبہ متاثر ہوا ہے۔ بلڈرز کا کہنا ہے کہ منصوبوں کی لاگت میں اضافہ ہو گیا ہے اور ہاؤسنگ سکیموں پر کام سست روی کا شکار ہے۔ حکومت سے ٹیکسوں میں ریلیف کا مطالبہ کیا گیا ہے۔ [1039, 439, 1205, 517]
news-item [343, 512, 509, 573]
news-item-number: 37 [518, 619, 546, 636]
news-item-header [1039, 272, 1205, 291]
